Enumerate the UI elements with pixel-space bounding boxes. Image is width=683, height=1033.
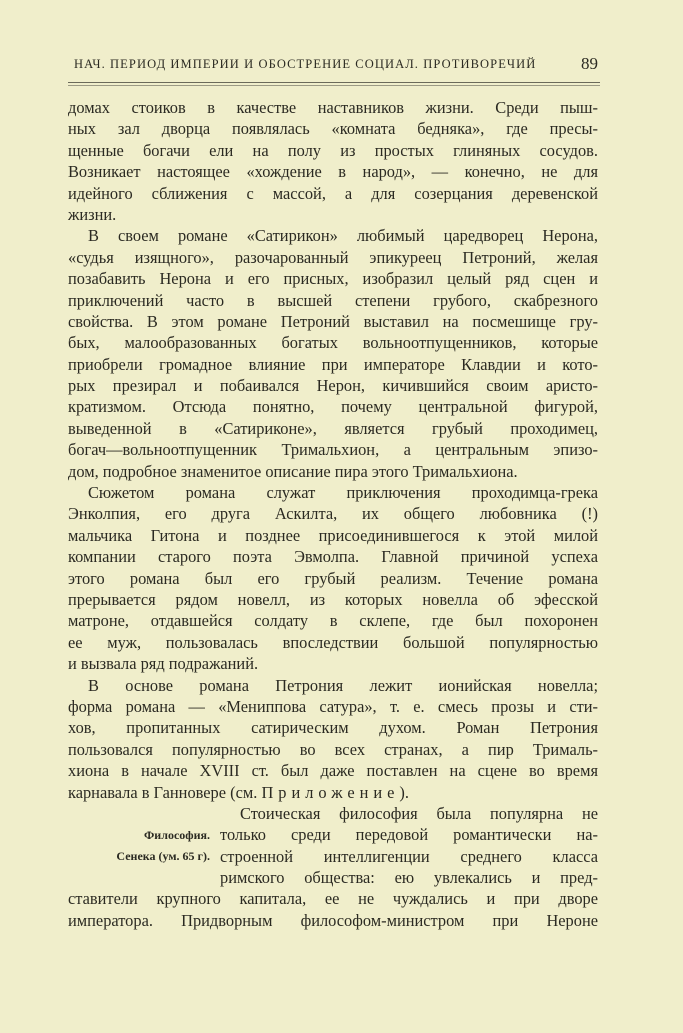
running-head-title: НАЧ. ПЕРИОД ИМПЕРИИ И ОБОСТРЕНИЕ СОЦИАЛ. ПРОТИВОРЕЧИЙ bbox=[74, 57, 537, 71]
running-header bbox=[74, 54, 598, 77]
text-line: Энколпия, его друга Аскилта, их общего любовника (!) bbox=[68, 504, 598, 524]
text-line: бых, малообразованных богатых вольноотпущенников, которые bbox=[68, 333, 598, 353]
text-line: пользовался популярностью во всех странах, а пир Трималь- bbox=[68, 739, 598, 759]
text-line: карнавала в Ганновере (см. Приложение). bbox=[68, 782, 409, 802]
header-rule-thin bbox=[68, 85, 600, 86]
page-number: 89 bbox=[581, 54, 598, 73]
text-line: ных зал дворца появлялась «комната бедняка», где пресы- bbox=[68, 119, 598, 139]
text-line: дом, подробное знаменитое описание пира этого Тримальхиона. bbox=[68, 461, 518, 481]
text-line: приобрели громадное влияние при императоре Клавдии и кото- bbox=[68, 354, 598, 374]
margin-note-subtopic: Сенека (ум. 65 г). bbox=[116, 849, 210, 864]
text-line: матроне, отдавшейся солдату в склепе, где был похоронен bbox=[68, 611, 598, 631]
text-line: Возникает настоящее «хождение в народ», — конечно, не для bbox=[68, 162, 598, 182]
text-line: только среди передовой романтически на- bbox=[220, 825, 598, 845]
text-line: строенной интеллигенции среднего класса bbox=[220, 846, 598, 866]
text-line: Сюжетом романа служат приключения проходимца-грека bbox=[88, 483, 598, 503]
text-line: В своем романе «Сатирикон» любимый царедворец Нерона, bbox=[88, 226, 598, 246]
text-line: свойства. В этом романе Петроний выставил на посмешище гру- bbox=[68, 311, 598, 331]
margin-note bbox=[70, 825, 210, 868]
text-line: ставители крупного капитала, ее не чуждались и при дворе bbox=[68, 889, 598, 909]
text-line: ее муж, пользовалась впоследствии большой популярностью bbox=[68, 632, 598, 652]
text-line: щенные богачи ели на полу из простых глиняных сосудов. bbox=[68, 140, 598, 160]
text-line: «судья изящного», разочарованный эпикуреец Петроний, желая bbox=[68, 247, 598, 267]
text-line: приключений часто в высшей степени грубого, скабрезного bbox=[68, 290, 598, 310]
text-line: мальчика Гитона и позднее присоединившегося к этой милой bbox=[68, 525, 598, 545]
text-line: рых презирал и побаивался Нерон, кичившийся своим аристо- bbox=[68, 376, 598, 396]
text-line: В основе романа Петрония лежит ионийская новелла; bbox=[88, 675, 598, 695]
paragraph bbox=[68, 225, 598, 482]
text-line: римского общества: ею увлекались и пред- bbox=[220, 868, 598, 888]
text-line: позабавить Нерона и его присных, изобразил целый ряд сцен и bbox=[68, 269, 598, 289]
paragraph bbox=[68, 675, 598, 803]
text-line: домах стоиков в качестве наставников жизни. Среди пыш- bbox=[68, 98, 598, 117]
text-line: богач—вольноотпущенник Тримальхион, а центральным эпизо- bbox=[68, 440, 598, 460]
text-line: жизни. bbox=[68, 204, 117, 224]
text-line: императора. Придворным философом-министром при Нероне bbox=[68, 910, 598, 930]
text-line: выведенной в «Сатириконе», является грубый проходимец, bbox=[68, 418, 598, 438]
text-line: хиона в начале XVIII ст. был даже поставлен на сцене во время bbox=[68, 761, 598, 781]
header-rule bbox=[68, 82, 600, 83]
text-line: этого романа был его грубый реализм. Течение романа bbox=[68, 568, 598, 588]
text-line: хов, пропитанных сатирическим духом. Роман Петрония bbox=[68, 718, 598, 738]
text-line: компании старого поэта Эвмолпа. Главной причиной успеха bbox=[68, 547, 598, 567]
text-line: прерывается рядом новелл, из которых новелла об эфесской bbox=[68, 589, 598, 609]
body-text bbox=[68, 97, 598, 931]
margin-note-topic: Философия. bbox=[144, 828, 210, 842]
emphasized-word: Приложение bbox=[261, 782, 400, 802]
paragraph bbox=[68, 482, 598, 675]
paragraph bbox=[68, 97, 598, 225]
text-line: форма романа — «Мениппова сатура», т. е. смесь прозы и сти- bbox=[68, 696, 598, 716]
text-line: кратизмом. Отсюда понятно, почему центральной фигурой, bbox=[68, 397, 598, 417]
text-line: и вызвала ряд подражаний. bbox=[68, 654, 259, 674]
text-line: Стоическая философия была популярна не bbox=[240, 803, 598, 823]
text-line: идейного сближения с массой, а для созерцания деревенской bbox=[68, 183, 598, 203]
